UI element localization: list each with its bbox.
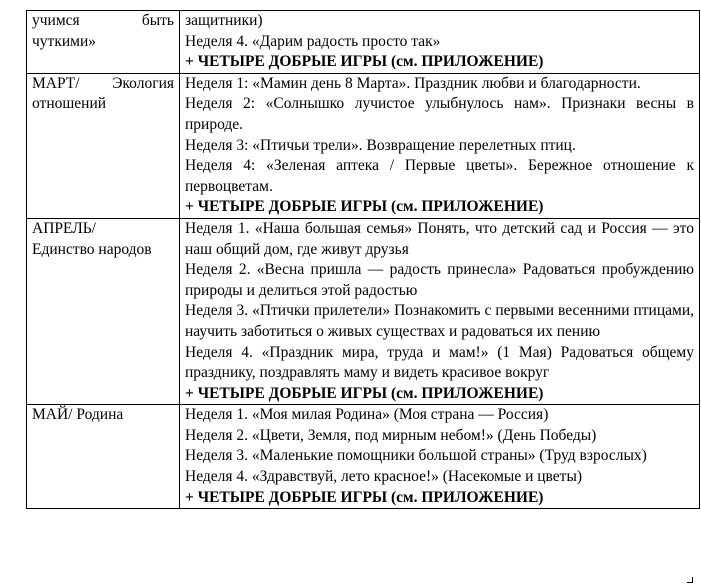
games-note: + ЧЕТЫРЕ ДОБРЫЕ ИГРЫ (см. ПРИЛОЖЕНИЕ) [185, 53, 544, 71]
month-cell [27, 11, 180, 74]
week-text: защитники) [185, 12, 263, 29]
weeks-cell [180, 218, 700, 404]
week-text: Неделя 4. «Здравствуй, лето красное!» (Насекомые и цветы) [185, 468, 583, 486]
month-line: МАРТ/ Экология [32, 74, 174, 92]
week-text: Неделя 3. «Птички прилетели» Познакомить с первыми весенними птицами, научить заботиться о живых существах и радоваться их пению [185, 302, 694, 340]
month-line: отношений [32, 95, 107, 113]
page-corner-mark [687, 577, 693, 583]
month-line: МАЙ/ Родина [32, 406, 124, 424]
week-text: Неделя 2: «Солнышко лучистое улыбнулось нам». Признаки весны в природе. [185, 95, 694, 133]
games-note: + ЧЕТЫРЕ ДОБРЫЕ ИГРЫ (см. ПРИЛОЖЕНИЕ) [185, 488, 544, 506]
month-line: чуткими» [32, 32, 96, 50]
plan-table [26, 10, 700, 509]
table-row [27, 11, 700, 74]
table-row [27, 405, 700, 509]
games-note: + ЧЕТЫРЕ ДОБРЫЕ ИГРЫ (см. ПРИЛОЖЕНИЕ) [185, 198, 544, 216]
table-row [27, 218, 700, 404]
weeks-cell [180, 405, 700, 509]
table-row [27, 73, 700, 218]
week-text: Неделя 2. «Весна пришла — радость принесла» Радоваться пробуждению природы и делиться этой радостью [185, 261, 694, 299]
week-text: Неделя 4. «Дарим радость просто так» [185, 32, 441, 50]
weeks-cell [180, 11, 700, 74]
month-cell [27, 73, 180, 218]
week-text: Неделя 1. «Моя милая Родина» (Моя страна — Россия) [185, 406, 549, 424]
weeks-cell [180, 73, 700, 218]
week-text: Неделя 3: «Птичьи трели». Возвращение перелетных птиц. [185, 136, 576, 154]
week-text: Неделя 1: «Мамин день 8 Марта». Праздник любви и благодарности. [185, 74, 641, 92]
month-line: учимся быть [32, 12, 174, 29]
month-cell [27, 405, 180, 509]
week-text: Неделя 2. «Цвети, Земля, под мирным небом!» (День Победы) [185, 426, 597, 444]
week-text: Неделя 4. «Праздник мира, труда и мам!» (1 Мая) Радоваться общему празднику, поздравлять маму и видеть красивое вокруг [185, 343, 694, 382]
month-cell [27, 218, 180, 404]
week-text: Неделя 3. «Маленькие помощники большой страны» (Труд взрослых) [185, 447, 647, 465]
week-text: Неделя 4: «Зеленая аптека / Первые цветы». Бережное отношение к первоцветам. [185, 157, 694, 195]
month-line: АПРЕЛЬ/ [32, 219, 96, 237]
month-line: Единство народов [32, 240, 152, 258]
week-text: Неделя 1. «Наша большая семья» Понять, что детский сад и Россия — это наш общий дом, где живут друзья [185, 219, 694, 258]
games-note: + ЧЕТЫРЕ ДОБРЫЕ ИГРЫ (см. ПРИЛОЖЕНИЕ) [185, 384, 544, 402]
